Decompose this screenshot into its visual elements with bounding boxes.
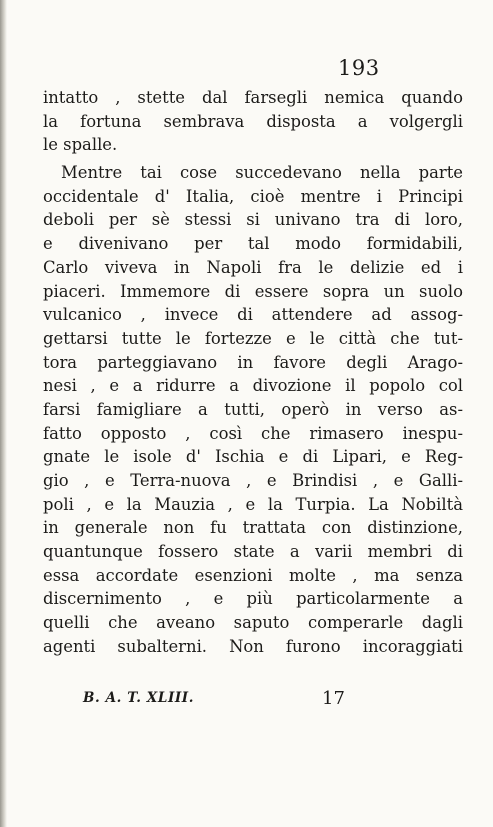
page-number: 193 [338,56,380,80]
text-line: nesi , e a ridurre a divozione il popolo col [43,376,463,396]
page-edge-shadow [0,0,7,827]
signature-mark: B. A. T. XLIII. [83,690,195,706]
text-line: poli , e la Mauzia , e la Turpia. La Nobiltà [43,494,463,514]
text-line: vulcanico , invece di attendere ad assog- [43,305,463,325]
body-text [43,86,463,659]
text-line: le spalle. [43,135,118,155]
text-line: tora parteggiavano in favore degli Arago- [43,352,463,372]
text-line: quantunque fossero state a varii membri di [43,542,463,562]
text-line: agenti subalterni. Non furono incoraggiati [43,636,463,656]
text-line: deboli per sè stessi si univano tra di loro, [43,210,463,230]
text-line: gettarsi tutte le fortezze e le città che tut- [43,328,463,348]
text-line: Mentre tai cose succedevano nella parte [61,163,463,183]
text-line: essa accordate esenzioni molte , ma senza [43,565,463,585]
text-line: intatto , stette dal farsegli nemica quando [43,88,463,107]
text-line: e divenivano per tal modo formidabili, [43,234,463,254]
text-line: gnate le isole d' Ischia e di Lipari, e Reg- [43,447,463,467]
text-line: gio , e Terra-nuova , e Brindisi , e Galli- [43,471,463,490]
text-line: farsi famigliare a tutti, operò in verso as- [43,399,463,419]
text-line: Carlo viveva in Napoli fra le delizie ed i [43,257,463,277]
text-line: discernimento , e più particolarmente a [43,589,463,609]
text-line: piaceri. Immemore di essere sopra un suolo [43,281,463,301]
text-line: fatto opposto , così che rimasero inespu- [43,423,463,443]
text-line: quelli che aveano saputo comperarle dagli [43,613,463,633]
text-line: occidentale d' Italia, cioè mentre i Principi [43,186,463,206]
leaf-number: 17 [322,688,345,709]
text-line: la fortuna sembrava disposta a volgergli [43,111,463,131]
text-line: in generale non fu trattata con distinzione, [43,518,463,538]
